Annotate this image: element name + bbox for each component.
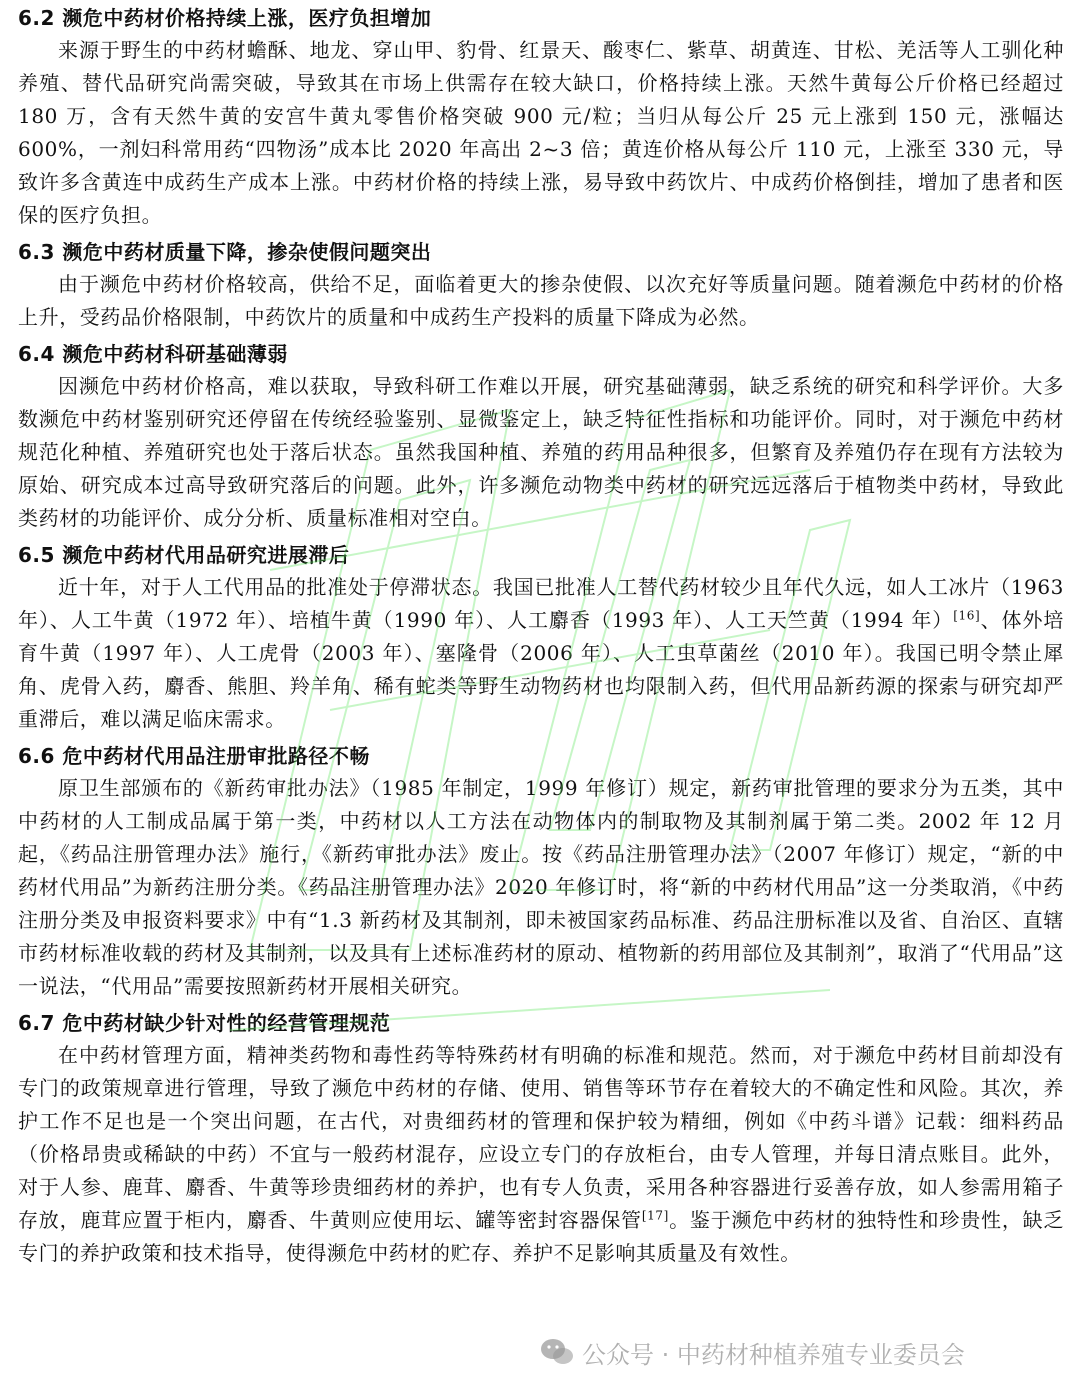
section-6-3 [18,238,1064,334]
section-6-6 [18,742,1064,1003]
paragraph: 由于濒危中药材价格较高，供给不足，面临着更大的掺杂使假、以次充好等质量问题。随着濒危中药材的价格上升，受药品价格限制，中药饮片的质量和中成药生产投料的质量下降成为必然。 [18,272,1064,329]
section-6-4 [18,340,1064,535]
section-heading: 6.7 危中药材缺少针对性的经营管理规范 [18,1011,391,1035]
section-6-5 [18,541,1064,736]
section-heading: 6.6 危中药材代用品注册审批路径不畅 [18,744,370,768]
paragraph: 因濒危中药材价格高，难以获取，导致科研工作难以开展，研究基础薄弱，缺乏系统的研究和科学评价。大多数濒危中药材鉴别研究还停留在传统经验鉴别、显微鉴定上，缺乏特征性指标和功能评价。同时，对于濒危中药材规范化种植、养殖研究也处于落后状态。虽然我国种植、养殖的药用品种很多，但繁育及养殖仍存在现有方法较为原始、研究成本过高导致研究落后的问题。此外，许多濒危动物类中药材的研究远远落后于植物类中药材，导致此类药材的功能评价、成分分析、质量标准相对空白。 [18,374,1064,530]
paragraph-text-part: 。鉴于濒危中药材的独特性和珍贵性，缺乏专门的养护政策和技术指导，使得濒危中药材的贮存、养护不足影响其质量及有效性。 [18,1208,1065,1265]
footer-watermark [540,1332,965,1372]
section-heading: 6.5 濒危中药材代用品研究进展滞后 [18,543,350,567]
section-6-7 [18,1009,1064,1270]
paragraph [18,571,1064,736]
section-heading: 6.2 濒危中药材价格持续上涨，医疗负担增加 [18,6,432,30]
citation-ref[interactable]: [16] [953,608,981,623]
section-heading: 6.3 濒危中药材质量下降，掺杂使假问题突出 [18,240,432,264]
document-page [18,4,1064,1276]
paragraph-text-part: 在中药材管理方面，精神类药物和毒性药等特殊药材有明确的标准和规范。然而，对于濒危中药材目前却没有专门的政策规章进行管理，导致了濒危中药材的存储、使用、销售等环节存在着较大的不确定性和风险。其次，养护工作不足也是一个突出问题，在古代，对贵细药材的管理和保护较为精细，例如《中药斗谱》记载：细料药品（价格昂贵或稀缺的中药）不宜与一般药材混存，应设立专门的存放柜台，由专人管理，并每日清点账目。此外，对于人参、鹿茸、麝香、牛黄等珍贵细药材的养护，也有专人负责，采用各种容器进行妥善存放，如人参需用箱子存放，鹿茸应置于柜内，麝香、牛黄则应使用坛、罐等密封容器保管 [18,1043,1064,1232]
section-heading: 6.4 濒危中药材科研基础薄弱 [18,342,288,366]
wechat-icon [540,1337,574,1367]
citation-ref[interactable]: [17] [641,1208,669,1223]
paragraph-text-part: 、体外培育牛黄（1997 年）、人工虎骨（2003 年）、塞隆骨（2006 年）、人工虫草菌丝（2010 年）。我国已明令禁止犀角、虎骨入药，麝香、熊胆、羚羊角、稀有蛇类等野生动物药材也均限制入药，但代用品新药源的探索与研究却严重滞后，难以满足临床需求。 [18,608,1065,731]
section-6-2 [18,4,1064,232]
paragraph: 原卫生部颁布的《新药审批办法》（1985 年制定，1999 年修订）规定，新药审批管理的要求分为五类，其中中药材的人工制成品属于第一类，中药材以人工方法在动物体内的制取物及其制剂属于第二类。2002 年 12 月起，《药品注册管理办法》施行，《新药审批办法》废止。按《药品注册管理办法》（2007 年修订）规定，“新的中药材代用品”为新药注册分类。《药品注册管理办法》2020 年修订时，将“新的中药材代用品”这一分类取消，《中药注册分类及申报资料要求》中有“1.3 新药材及其制剂，即未被国家药品标准、药品注册标准以及省、自治区、直辖市药材标准收载的药材及其制剂，以及具有上述标准药材的原动、植物新的药用部位及其制剂”，取消了“代用品”这一说法，“代用品”需要按照新药材开展相关研究。 [18,776,1065,998]
footer-watermark-text: 公众号 · 中药材种植养殖专业委员会 [582,1340,965,1369]
paragraph: 来源于野生的中药材蟾酥、地龙、穿山甲、豹骨、红景天、酸枣仁、紫草、胡黄连、甘松、羌活等人工驯化种养殖、替代品研究尚需突破，导致其在市场上供需存在较大缺口，价格持续上涨。天然牛黄每公斤价格已经超过 180 万，含有天然牛黄的安宫牛黄丸零售价格突破 900 元/粒；当归从每公斤 25 元上涨到 150 元，涨幅达 600%，一剂妇科常用药“四物汤”成本比 2020 年高出 2~3 倍；黄连价格从每公斤 110 元，上涨至 330 元，导致许多含黄连中成药生产成本上涨。中药材价格的持续上涨，易导致中药饮片、中成药价格倒挂，增加了患者和医保的医疗负担。 [18,38,1064,227]
paragraph-text-part: 近十年，对于人工代用品的批准处于停滞状态。我国已批准人工替代药材较少且年代久远，如人工冰片（1963 年）、人工牛黄（1972 年）、培植牛黄（1990 年）、人工麝香（1993 年）、人工天竺黄（1994 年） [18,575,1064,632]
paragraph [18,1039,1064,1270]
